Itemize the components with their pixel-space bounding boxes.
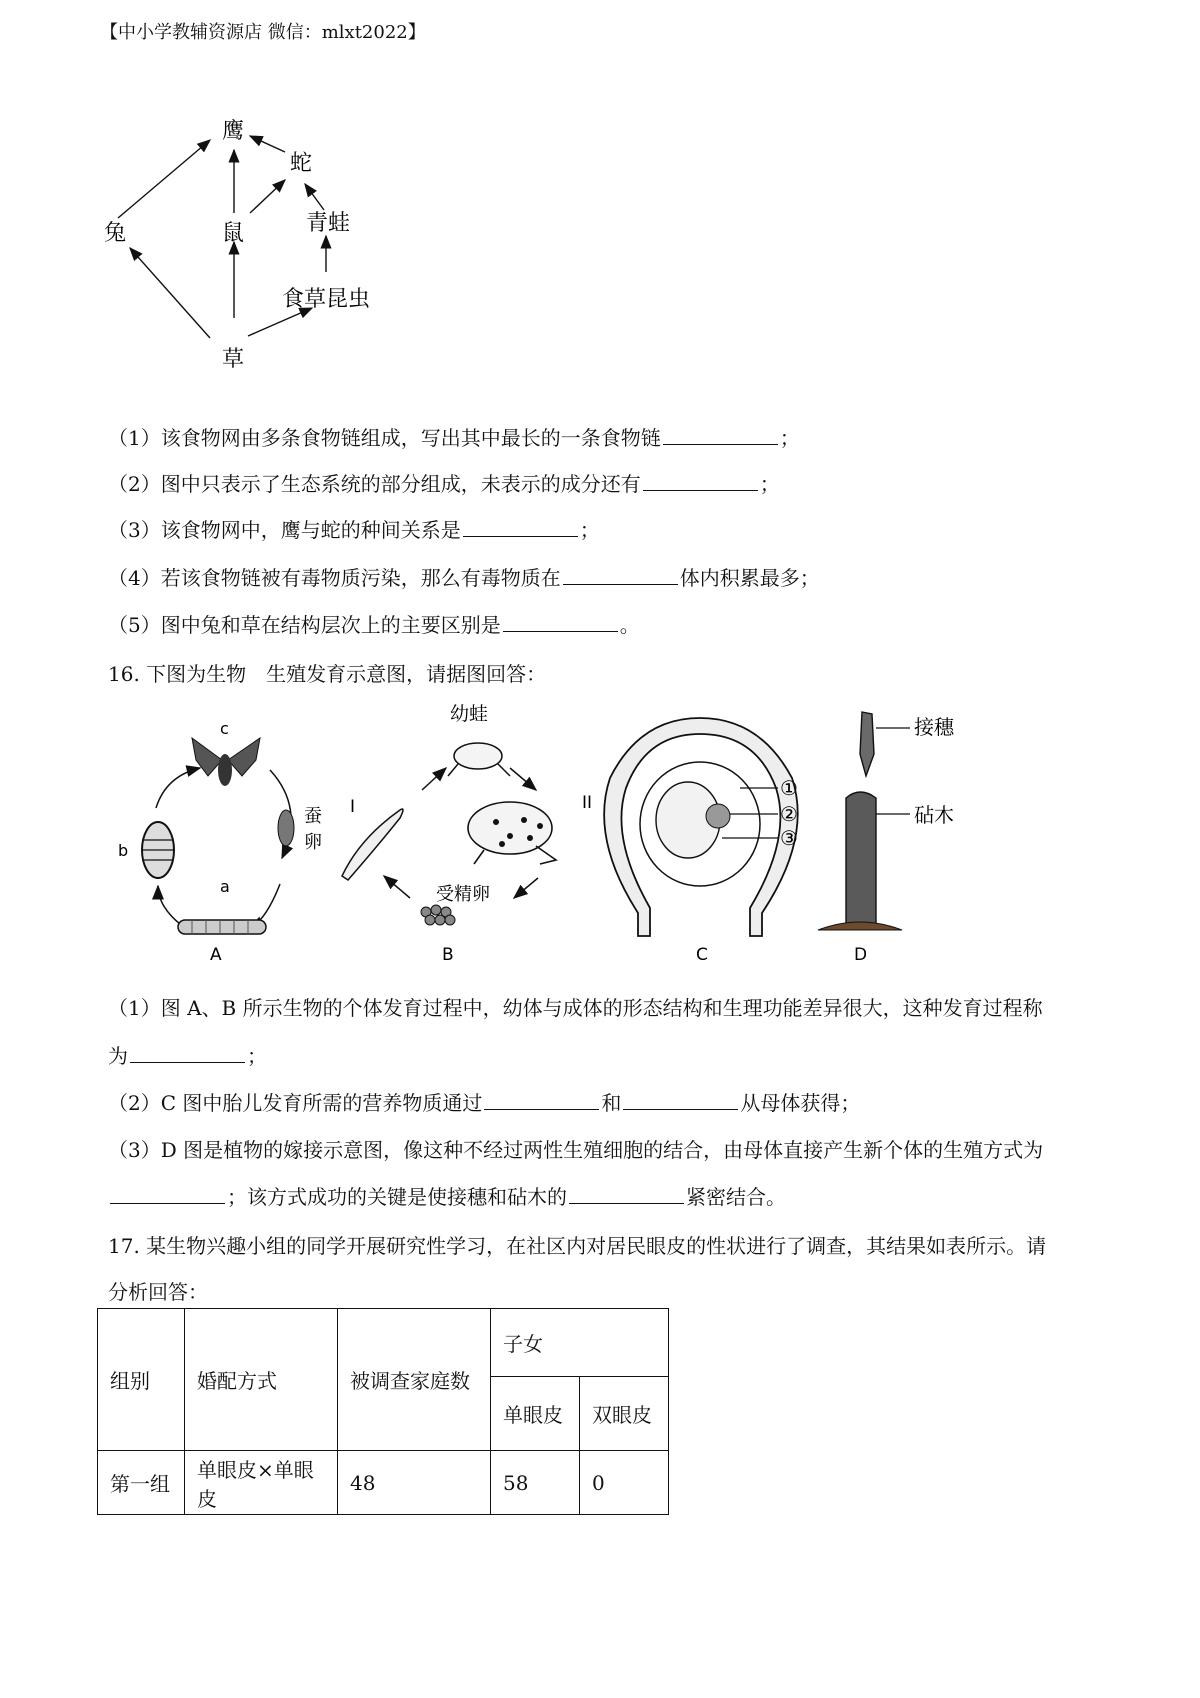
header-marriage: 婚配方式: [185, 1309, 338, 1451]
cell-double: 0: [580, 1451, 669, 1515]
header-single-eyelid: 单眼皮: [491, 1377, 580, 1451]
header-families: 被调查家庭数: [338, 1309, 491, 1451]
food-web-diagram: [100, 110, 400, 385]
q15-item-2: （2）图中只表示了生态系统的部分组成，未表示的成分还有 ；: [108, 472, 780, 496]
table-row: [98, 1451, 669, 1515]
q17-line2: 分析回答：: [108, 1280, 208, 1304]
node-eagle: 鹰: [222, 119, 245, 144]
answer-blank[interactable]: [663, 443, 778, 445]
node-mouse: 鼠: [222, 221, 245, 246]
node-rabbit: 兔: [104, 221, 127, 246]
label-c: c: [220, 719, 229, 738]
cell-group: 第一组: [98, 1451, 185, 1515]
answer-blank[interactable]: [110, 1202, 225, 1204]
node-insect: 食草昆虫: [282, 287, 371, 312]
caption-a: A: [210, 945, 222, 965]
cell-families: 48: [338, 1451, 491, 1515]
label-young-frog: 幼蛙: [450, 703, 489, 725]
label-b: b: [118, 841, 129, 860]
label-c1: ①: [780, 776, 798, 800]
q15-item-5: （5）图中兔和草在结构层次上的主要区别是 。: [108, 613, 640, 637]
rootstock-icon: [846, 792, 876, 926]
arrow-snake-eagle: [250, 136, 285, 152]
caption-d: D: [854, 945, 868, 965]
q16-q2: （2）C 图中胎儿发育所需的营养物质通过 和 从母体获得；: [108, 1091, 861, 1115]
moth-icon: [192, 738, 260, 786]
frog-eggs-icon: [421, 905, 455, 925]
label-a: a: [220, 877, 230, 896]
page-header: 【中小学教辅资源店 微信：mlxt2022】: [100, 22, 426, 43]
header-children: 子女: [491, 1309, 669, 1377]
arrow-grass-rabbit: [130, 248, 210, 338]
cell-single: 58: [491, 1451, 580, 1515]
tadpole-icon: [342, 809, 403, 880]
answer-blank[interactable]: [643, 489, 758, 491]
label-c3: ③: [780, 826, 798, 850]
figure-a-silkworm: [118, 719, 322, 965]
scion-icon: [860, 712, 874, 776]
figure-c-uterus: [604, 718, 798, 965]
header-group: 组别: [98, 1309, 185, 1451]
answer-blank[interactable]: [569, 1202, 684, 1204]
answer-blank[interactable]: [563, 583, 678, 585]
label-egg: 卵: [304, 832, 322, 853]
label-II: II: [582, 793, 593, 813]
silkworm-egg-icon: [278, 810, 294, 846]
answer-blank[interactable]: [463, 535, 578, 537]
arrow-mouse-snake: [250, 180, 285, 213]
q17-line1: 17. 某生物兴趣小组的同学开展研究性学习，在社区内对居民眼皮的性状进行了调查，其结果如表所示。请: [108, 1234, 1047, 1258]
figure-b-frog: [342, 703, 592, 965]
q16-q3-line1: （3）D 图是植物的嫁接示意图，像这种不经过两性生殖细胞的结合，由母体直接产生新个体的生殖方式为: [108, 1138, 1044, 1162]
larva-icon: [178, 920, 266, 934]
q15-item-3: （3）该食物网中，鹰与蛇的种间关系是 ；: [108, 518, 600, 542]
q16-q1-line1: （1）图 A、B 所示生物的个体发育过程中，幼体与成体的形态结构和生理功能差异很大，这种发育过程称: [108, 996, 1043, 1020]
arrow-rabbit-eagle: [118, 140, 210, 218]
header-double-eyelid: 双眼皮: [580, 1377, 669, 1451]
arrow-frog-snake: [305, 184, 324, 210]
answer-blank[interactable]: [130, 1061, 245, 1063]
cell-marriage: 单眼皮×单眼皮: [185, 1451, 338, 1515]
node-snake: 蛇: [290, 151, 313, 176]
label-rootstock: 砧木: [914, 803, 954, 827]
label-silkworm: 蚕: [304, 806, 322, 827]
answer-blank[interactable]: [503, 630, 618, 632]
q16-q1-line2: 为 ；: [108, 1044, 267, 1068]
q16-title: 16. 下图为生物 生殖发育示意图，请据图回答：: [108, 662, 547, 686]
label-c2: ②: [780, 802, 798, 826]
young-frog-icon: [448, 743, 510, 776]
node-frog: 青蛙: [306, 211, 351, 236]
label-fertilized-egg: 受精卵: [436, 884, 490, 905]
node-grass: 草: [222, 347, 245, 372]
q15-item-1: （1）该食物网由多条食物链组成，写出其中最长的一条食物链 ；: [108, 426, 800, 450]
q15-item-4: （4）若该食物链被有毒物质污染，那么有毒物质在 体内积累最多；: [108, 566, 820, 590]
label-I: I: [350, 797, 356, 817]
answer-blank[interactable]: [623, 1108, 738, 1110]
arrow-grass-insect: [248, 308, 312, 336]
survey-table: [97, 1308, 669, 1515]
caption-c: C: [696, 945, 708, 965]
figure-d-grafting: [818, 712, 955, 965]
answer-blank[interactable]: [484, 1108, 599, 1110]
adult-frog-icon: [468, 802, 556, 864]
q16-q3-line2: ；该方式成功的关键是使接穗和砧木的 紧密结合。: [108, 1181, 786, 1210]
caption-b: B: [442, 945, 454, 965]
label-scion: 接穗: [914, 715, 954, 739]
reproduction-figures: [100, 698, 1100, 968]
